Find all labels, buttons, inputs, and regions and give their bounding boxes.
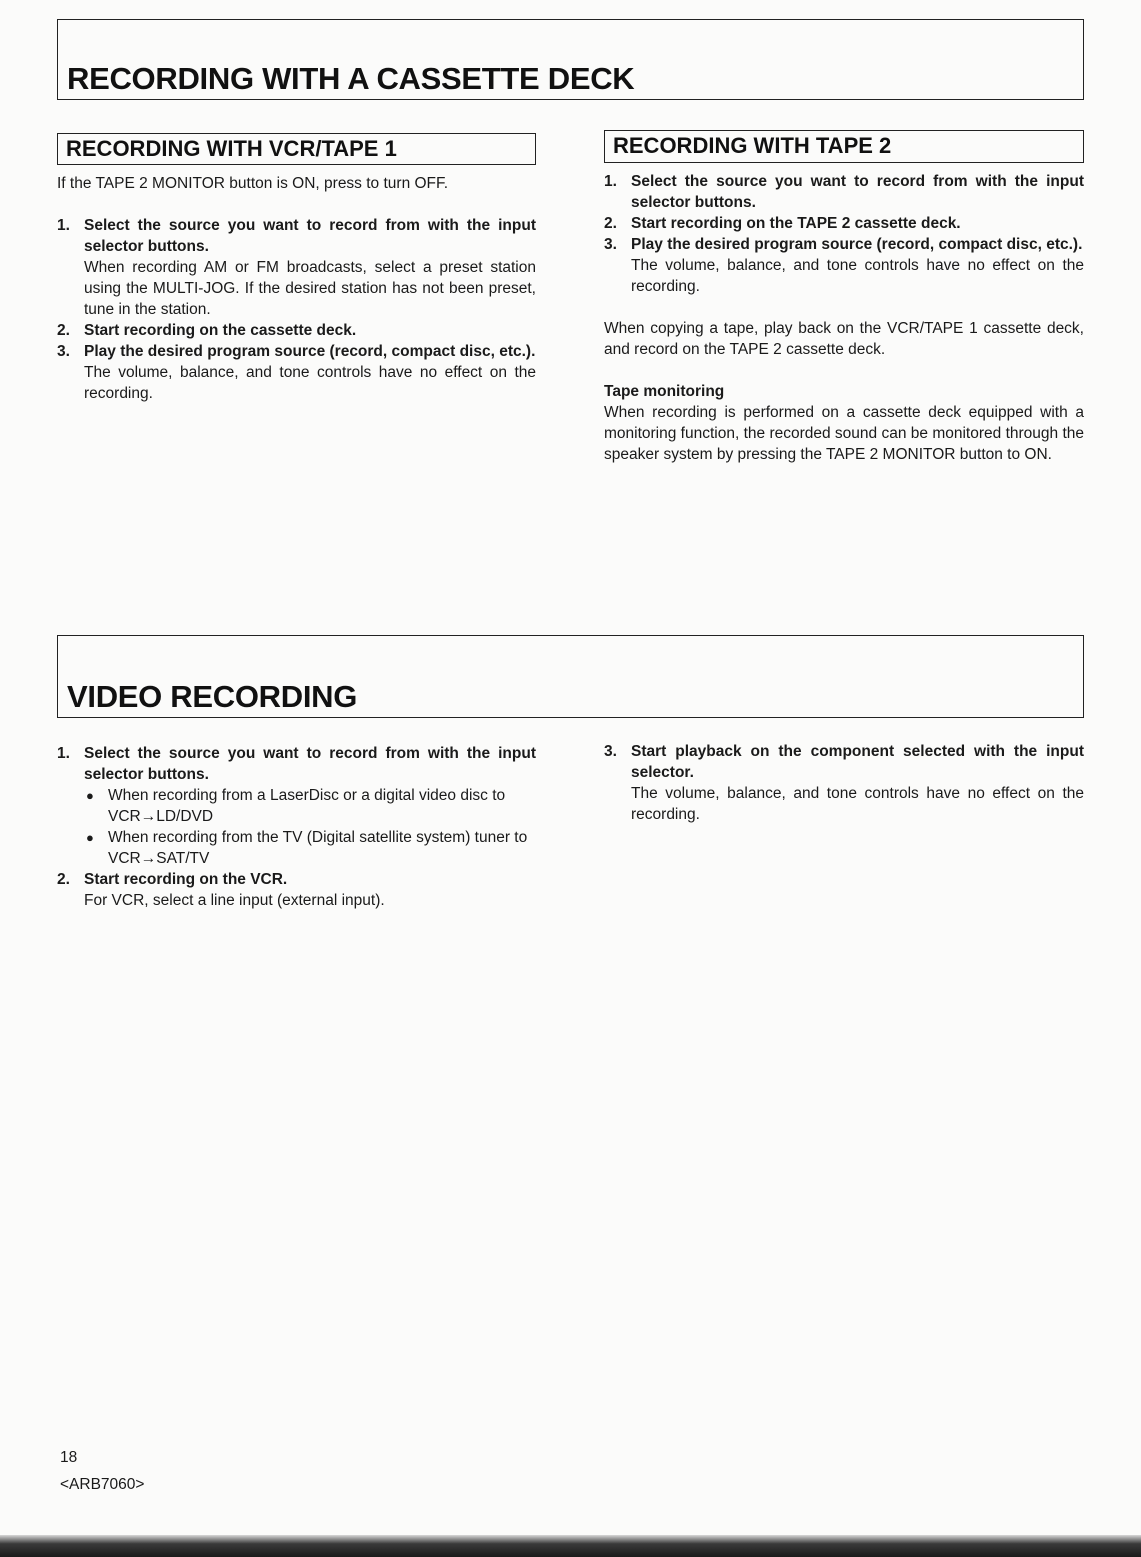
steps-video-right <box>604 741 1084 825</box>
section-title-box-cassette <box>57 19 1084 100</box>
scan-edge-strip <box>0 1535 1141 1557</box>
bullet-item: ● When recording from the TV (Digital satellite system) tuner to VCR→SAT/TV <box>86 829 528 867</box>
bullet-icon: ● <box>86 788 94 803</box>
step-title: Start recording on the VCR. <box>84 871 288 888</box>
column-vcr-tape1 <box>57 133 536 404</box>
step-description: The volume, balance, and tone controls have no effect on the recording. <box>84 364 536 402</box>
steps-tape2 <box>604 171 1084 297</box>
step-item: 2. Start recording on the TAPE 2 cassette deck. <box>604 213 1084 234</box>
step-description: When recording AM or FM broadcasts, select a preset station using the MULTI-JOG. If the desired station has not been preset, tune in the station. <box>84 259 536 318</box>
step-title: Start playback on the component selected with the input selector. <box>631 743 1084 781</box>
column-tape2 <box>604 130 1084 465</box>
monitoring-title: Tape monitoring <box>604 383 725 400</box>
subheading-tape2: RECORDING WITH TAPE 2 <box>604 130 1084 163</box>
step-item: 1. Select the source you want to record from with the input selector buttons. ● When recording from a LaserDisc or a digital video disc to VCR→LD/DVD ● When recording from the TV (Digital satellite system) tuner to VCR→SAT/TV <box>57 745 536 867</box>
page-number: 18 <box>60 1449 78 1466</box>
column-video-right <box>604 741 1084 825</box>
monitoring-text: When recording is performed on a cassette deck equipped with a monitoring function, the recorded sound can be monitored through the speaker system by pressing the TAPE 2 MONITOR button to ON. <box>604 404 1084 463</box>
step-item: 3. Start playback on the component selected with the input selector. The volume, balance, and tone controls have no effect on the recording. <box>604 743 1084 823</box>
document-code: <ARB7060> <box>60 1476 145 1493</box>
step-title: Select the source you want to record from with the input selector buttons. <box>84 745 536 783</box>
step-item: 3. Play the desired program source (record, compact disc, etc.). The volume, balance, and tone controls have no effect on the recording. <box>604 236 1084 295</box>
section-title-box-video <box>57 635 1084 718</box>
step-item: 2. Start recording on the VCR. For VCR, select a line input (external input). <box>57 869 536 911</box>
bullet-item: ● When recording from a LaserDisc or a digital video disc to VCR→LD/DVD <box>86 787 506 825</box>
step-title: Play the desired program source (record, compact disc, etc.). <box>84 343 536 360</box>
step-item: 2. Start recording on the cassette deck. <box>57 320 536 341</box>
intro-text: If the TAPE 2 MONITOR button is ON, press to turn OFF. <box>57 175 449 192</box>
step-item: 3. Play the desired program source (record, compact disc, etc.). The volume, balance, and tone controls have no effect on the recording. <box>57 343 536 402</box>
bullet-list <box>84 785 536 869</box>
step-title: Start recording on the cassette deck. <box>84 322 357 339</box>
step-title: Select the source you want to record from with the input selector buttons. <box>84 217 536 255</box>
column-video-left <box>57 743 536 911</box>
section-title-cassette: RECORDING WITH A CASSETTE DECK <box>67 61 635 96</box>
step-description: The volume, balance, and tone controls have no effect on the recording. <box>631 257 1084 295</box>
copy-note: When copying a tape, play back on the VCR/TAPE 1 cassette deck, and record on the TAPE 2 cassette deck. <box>604 320 1084 358</box>
step-title: Play the desired program source (record, compact disc, etc.). <box>631 236 1083 253</box>
step-item: 1. Select the source you want to record from with the input selector buttons. When recording AM or FM broadcasts, select a preset station using the MULTI-JOG. If the desired station has not been preset, tune in the station. <box>57 217 536 318</box>
subheading-vcr-tape1: RECORDING WITH VCR/TAPE 1 <box>57 133 536 165</box>
steps-vcr-tape1 <box>57 215 536 404</box>
steps-video-left <box>57 743 536 911</box>
step-description: For VCR, select a line input (external input). <box>84 892 385 909</box>
step-title: Start recording on the TAPE 2 cassette deck. <box>631 215 961 232</box>
section-title-video: VIDEO RECORDING <box>67 679 358 714</box>
step-item: 1. Select the source you want to record from with the input selector buttons. <box>604 173 1084 211</box>
step-title: Select the source you want to record from with the input selector buttons. <box>631 173 1084 211</box>
step-description: The volume, balance, and tone controls have no effect on the recording. <box>631 785 1084 823</box>
bullet-icon: ● <box>86 830 94 845</box>
